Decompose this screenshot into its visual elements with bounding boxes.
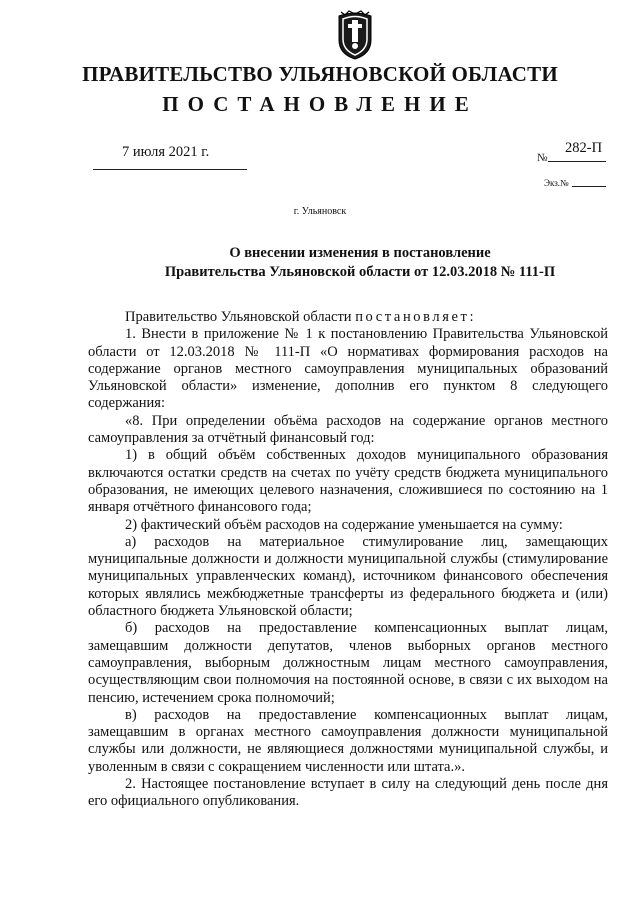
government-title: ПРАВИТЕЛЬСТВО УЛЬЯНОВСКОЙ ОБЛАСТИ bbox=[82, 62, 558, 86]
paragraph-6: б) расходов на предоставление компенсационных выплат лицам, замещавшим должности депутатов, членов выборных органов местного самоуправления, выборным должностным лицам местного самоуправления, осуществляющим свои полномочия на постоянной основе, в связи с их выходом на пенсию, истечением срока полномочий; bbox=[88, 620, 608, 706]
paragraph-7: в) расходов на предоставление компенсационных выплат лицам, замещавшим в органах местного самоуправления должности муниципальной службы или должности, не являющиеся должностями муниципальной службы, и уволенным в связи с сокращением численности или штата.». bbox=[88, 706, 608, 775]
intro-colon: : bbox=[469, 309, 474, 325]
date-underline bbox=[93, 169, 247, 170]
document-city: г. Ульяновск bbox=[293, 206, 347, 217]
heading-line-1: О внесении изменения в постановление bbox=[229, 245, 491, 261]
paragraph-4: 2) фактический объём расходов на содержание уменьшается на сумму: bbox=[125, 516, 563, 533]
number-sign: № bbox=[537, 152, 548, 164]
copy-number-label: Экз.№ bbox=[544, 178, 569, 188]
document-type: ПОСТАНОВЛЕНИЕ bbox=[162, 92, 478, 116]
number-underline bbox=[548, 161, 606, 162]
paragraph-1: 1. Внести в приложение № 1 к постановлению Правительства Ульяновской области от 12.03.2018 № 111-П «О нормативах формирования расходов на содержание органов местного самоуправления муниципальных образований Ульяновской области» изменение, дополнив его пунктом 8 следующего содержания: bbox=[88, 326, 608, 412]
document-body bbox=[88, 309, 608, 811]
intro-decree-word: постановляет bbox=[355, 309, 470, 325]
paragraph-2: «8. При определении объёма расходов на содержание органов местного самоуправления за отчётный финансовый год: bbox=[88, 412, 608, 447]
paragraph-5: а) расходов на материальное стимулирование лиц, замещающих муниципальные должности и должности муниципальной службы (стимулирование муниципальных управленческих команд), источником финансового обеспечения которых являлись межбюджетные трансферты из федерального бюджета и (или) областного бюджета Ульяновской области; bbox=[88, 533, 608, 620]
coat-of-arms-emblem bbox=[336, 10, 374, 60]
document-number: 282-П bbox=[565, 140, 603, 156]
document-date: 7 июля 2021 г. bbox=[122, 144, 210, 160]
intro-paragraph bbox=[88, 309, 608, 326]
paragraph-8: 2. Настоящее постановление вступает в силу на следующий день после дня его официального опубликования. bbox=[88, 776, 608, 810]
paragraph-3: 1) в общий объём собственных доходов муниципального образования включаются остатки средств на счетах по учёту средств бюджета муниципального образования, не имеющих целевого назначения, сложившиеся по состоянию на 1 января отчётного финансового года; bbox=[88, 447, 608, 516]
heading-line-2: Правительства Ульяновской области от 12.03.2018 № 111-П bbox=[164, 264, 556, 280]
document-heading bbox=[80, 244, 640, 282]
copy-number-underline bbox=[572, 186, 606, 187]
intro-text: Правительство Ульяновской области bbox=[125, 309, 356, 325]
